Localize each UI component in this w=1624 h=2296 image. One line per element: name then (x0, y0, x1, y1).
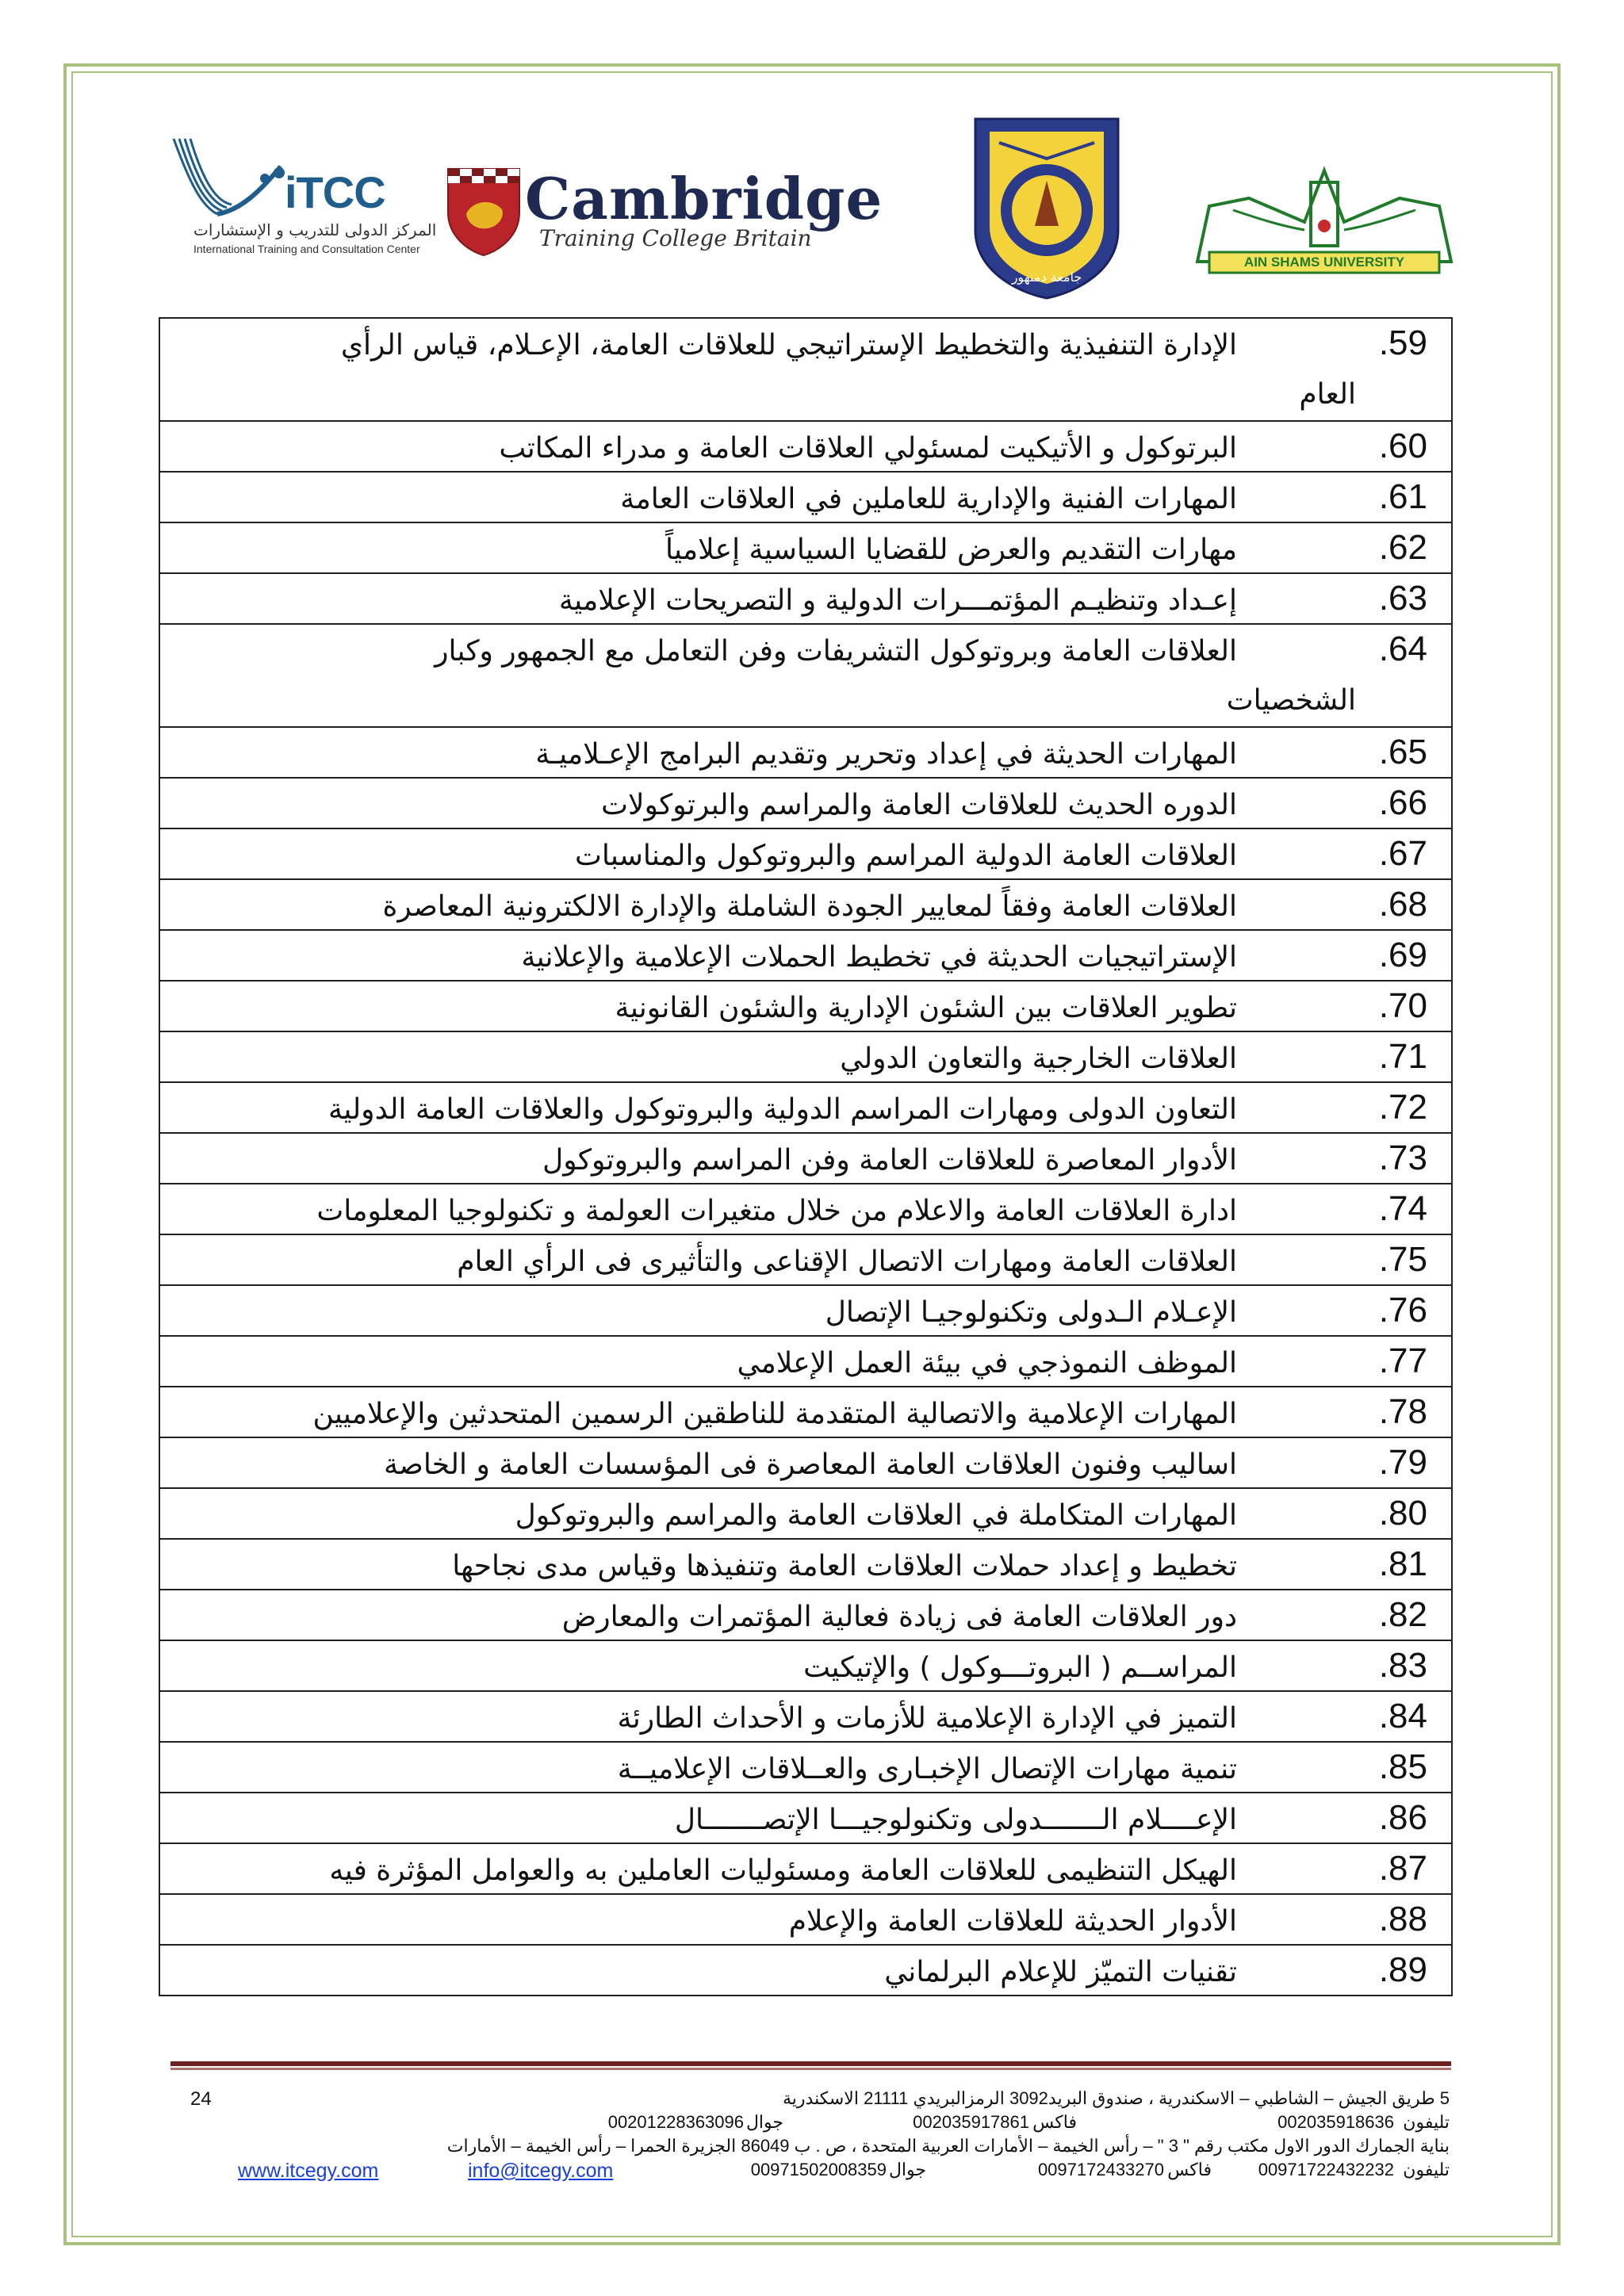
uae-mobile-label: جوال (888, 2160, 926, 2179)
item-number: .87 (1378, 1849, 1427, 1888)
table-cell (159, 981, 1452, 1031)
table-row (159, 522, 1452, 573)
table-row (159, 1640, 1452, 1691)
course-title: تنمية مهارات الإتصال الإخبـارى والعــلاقات الإعلاميــة (617, 1753, 1237, 1785)
item-number: .68 (1378, 885, 1427, 924)
table-row (159, 1742, 1452, 1793)
course-title: تقنيات التميّز للإعلام البرلماني (884, 1956, 1237, 1988)
course-title: التعاون الدولى ومهارات المراسم الدولية والبروتوكول والعلاقات العامة الدولية (328, 1093, 1237, 1126)
table-cell (159, 1234, 1452, 1285)
itcc-logo (170, 127, 437, 262)
table-row (159, 1437, 1452, 1488)
table-cell (159, 1793, 1452, 1843)
table-row (159, 624, 1452, 727)
cambridge-wordmark: Cambridge (525, 165, 883, 232)
item-number: .59 (1378, 323, 1427, 362)
item-number: .67 (1378, 834, 1427, 873)
footer-divider-light (170, 2068, 1451, 2070)
table-cell (159, 1894, 1452, 1945)
item-number: .79 (1378, 1443, 1427, 1482)
course-title: البرتوكول و الأتيكيت لمسئولي العلاقات العامة و مدراء المكاتب (499, 432, 1237, 465)
course-title: ادارة العلاقات العامة والاعلام من خلال متغيرات العولمة و تكنولوجيا المعلومات (316, 1195, 1237, 1227)
table-row (159, 472, 1452, 522)
uae-phone-label: تليفون (1403, 2160, 1450, 2179)
course-title: المهارات المتكاملة في العلاقات العامة والمراسم والبروتوكول (515, 1499, 1237, 1532)
cambridge-logo (444, 165, 883, 260)
table-cell (159, 421, 1452, 472)
table-row (159, 879, 1452, 930)
table-cell (159, 1031, 1452, 1082)
egypt-fax: 002035917861 (913, 2112, 1029, 2132)
course-title: إعـداد وتنظيـم المؤتمـــرات الدولية و التصريحات الإعلامية (558, 584, 1237, 617)
website-link[interactable]: www.itcegy.com (238, 2160, 379, 2182)
table-cell (159, 1437, 1452, 1488)
course-title: العلاقات العامة الدولية المراسم والبروتوكول والمناسبات (574, 840, 1237, 872)
item-number: .64 (1378, 629, 1427, 668)
table-row (159, 828, 1452, 879)
uae-phone: 00971722432232 (1258, 2160, 1394, 2179)
table-cell (159, 727, 1452, 778)
item-number: .60 (1378, 427, 1427, 465)
course-title: الأدوار المعاصرة للعلاقات العامة وفن المراسم والبروتوكول (542, 1144, 1237, 1177)
item-number: .86 (1378, 1798, 1427, 1837)
table-row (159, 1234, 1452, 1285)
item-number: .77 (1378, 1341, 1427, 1380)
table-cell (159, 522, 1452, 573)
page-number: 24 (190, 2088, 212, 2110)
course-title-continuation: العام (1299, 378, 1356, 411)
item-number: .73 (1378, 1138, 1427, 1177)
itcc-swoosh-icon (170, 135, 289, 230)
course-title: الإدارة التنفيذية والتخطيط الإستراتيجي للعلاقات العامة، الإعـلام، قياس الرأي (340, 329, 1237, 362)
item-number: .80 (1378, 1494, 1427, 1533)
table-row (159, 1285, 1452, 1336)
table-row (159, 981, 1452, 1031)
table-row (159, 1945, 1452, 1996)
table-cell (159, 1387, 1452, 1437)
item-number: .66 (1378, 783, 1427, 822)
course-title-continuation: الشخصيات (1226, 684, 1356, 717)
item-number: .72 (1378, 1088, 1427, 1127)
course-title: التميز في الإدارة الإعلامية للأزمات و الأحداث الطارئة (617, 1702, 1237, 1735)
uae-fax: 0097172433270 (1037, 2160, 1164, 2179)
table-row (159, 1843, 1452, 1894)
item-number: .82 (1378, 1595, 1427, 1634)
table-cell (159, 1843, 1452, 1894)
table-cell (159, 1691, 1452, 1742)
table-cell (159, 1640, 1452, 1691)
item-number: .62 (1378, 528, 1427, 567)
item-number: .71 (1378, 1037, 1427, 1076)
damanhour-university-logo (967, 111, 1126, 301)
itcc-english-name: International Training and Consultation Center (193, 243, 420, 255)
item-number: .85 (1378, 1747, 1427, 1786)
table-cell (159, 573, 1452, 624)
table-row (159, 1133, 1452, 1184)
table-row (159, 1488, 1452, 1539)
table-row (159, 1793, 1452, 1843)
course-title: العلاقات العامة وفقاً لمعايير الجودة الشاملة والإدارة الالكترونية المعاصرة (382, 890, 1237, 923)
course-title: العلاقات العامة ومهارات الاتصال الإقناعى والتأثيرى فى الرأي العام (457, 1246, 1237, 1278)
table-cell (159, 1488, 1452, 1539)
course-title: الموظف النموذجي في بيئة العمل الإعلامي (737, 1347, 1237, 1380)
table-cell (159, 1082, 1452, 1133)
table-cell (159, 1336, 1452, 1387)
damanhour-arabic-text: جامعة دمنهور (1011, 270, 1082, 285)
course-title: اساليب وفنون العلاقات العامة المعاصرة فى المؤسسات العامة و الخاصة (383, 1448, 1237, 1481)
table-row (159, 421, 1452, 472)
course-title: العلاقات الخارجية والتعاون الدولي (840, 1043, 1237, 1075)
egypt-phone-label: تليفون (1403, 2112, 1450, 2132)
table-row (159, 1336, 1452, 1387)
ain-shams-name: AIN SHAMS UNIVERSITY (1243, 254, 1405, 270)
table-cell (159, 930, 1452, 981)
egypt-fax-label: فاكس (1032, 2112, 1077, 2132)
course-title: الهيكل التنظيمى للعلاقات العامة ومسئوليات العاملين به والعوامل المؤثرة فيه (329, 1854, 1237, 1887)
uae-address: بناية الجمارك الدور الاول مكتب رقم " 3 " – رأس الخيمة – الأمارات العربية المتحدة ، ص . ب 86049 الجزيرة الحمرا – رأس الخيمة – الأمارات (446, 2136, 1450, 2156)
uae-mobile: 00971502008359 (750, 2160, 887, 2179)
item-number: .70 (1378, 986, 1427, 1025)
item-number: .83 (1378, 1646, 1427, 1685)
cambridge-subtitle: Training College Britain (539, 225, 812, 251)
course-title: الإعـلام الـدولى وتكنولوجيـا الإتصال (825, 1296, 1237, 1329)
table-row (159, 1590, 1452, 1640)
table-row (159, 1387, 1452, 1437)
course-title: الأدوار الحديثة للعلاقات العامة والإعلام (788, 1905, 1237, 1938)
course-title: المهارات الفنية والإدارية للعاملين في العلاقات العامة (620, 483, 1237, 515)
itcc-arabic-name: المركز الدولى للتدريب و الإستشارات (193, 220, 437, 239)
course-title: الدوره الحديث للعلاقات العامة والمراسم والبرتوكولات (601, 789, 1237, 821)
item-number: .69 (1378, 936, 1427, 974)
itcc-wordmark: iTCC (285, 167, 385, 217)
egypt-phone: 002035918636 (1277, 2112, 1394, 2132)
item-number: .65 (1378, 733, 1427, 771)
table-cell (159, 1590, 1452, 1640)
course-title: العلاقات العامة وبروتوكول التشريفات وفن التعامل مع الجمهور وكبار (435, 635, 1237, 668)
table-cell (159, 472, 1452, 522)
table-cell (159, 1742, 1452, 1793)
egypt-address: 5 طريق الجيش – الشاطبي – الاسكندرية ، صندوق البريد3092 الرمزالبريدي 21111 الاسكندرية (782, 2088, 1450, 2108)
egypt-mobile: 00201228363096 (607, 2112, 744, 2132)
table-row (159, 318, 1452, 421)
course-title: المهارات الإعلامية والاتصالية المتقدمة للناطقين الرسمين المتحدثين والإعلاميين (312, 1398, 1237, 1430)
table-cell (159, 1945, 1452, 1996)
table-cell (159, 1133, 1452, 1184)
course-title: الإعــــلام الـــــــدولى وتكنولوجيـــا الإتصـــــــال (674, 1804, 1237, 1836)
course-title: المراســم ( البروتـــوكول ) والإتيكيت (803, 1651, 1237, 1684)
course-list-table (159, 317, 1453, 1996)
course-title: تخطيط و إعداد حملات العلاقات العامة وتنفيذها وقياس مدى نجاحها (452, 1550, 1237, 1582)
course-title: تطوير العلاقات بين الشئون الإدارية والشئون القانونية (615, 992, 1237, 1024)
table-row (159, 573, 1452, 624)
table-row (159, 1894, 1452, 1945)
course-title: المهارات الحديثة في إعداد وتحرير وتقديم البرامج الإعـلاميـة (535, 738, 1237, 771)
table-cell (159, 318, 1452, 421)
item-number: .63 (1378, 579, 1427, 618)
table-cell (159, 1184, 1452, 1234)
item-number: .75 (1378, 1240, 1427, 1279)
table-row (159, 1082, 1452, 1133)
table-cell (159, 624, 1452, 727)
table-row (159, 1539, 1452, 1590)
ain-shams-logo (1185, 151, 1463, 277)
item-number: .88 (1378, 1900, 1427, 1938)
table-cell (159, 828, 1452, 879)
item-number: .81 (1378, 1544, 1427, 1583)
course-title: مهارات التقديم والعرض للقضايا السياسية إعلامياً (665, 534, 1237, 566)
table-row (159, 1691, 1452, 1742)
item-number: .89 (1378, 1950, 1427, 1989)
item-number: .84 (1378, 1697, 1427, 1735)
table-cell (159, 1285, 1452, 1336)
email-link[interactable]: info@itcegy.com (468, 2160, 614, 2182)
course-title: الإستراتيجيات الحديثة في تخطيط الحملات الإعلامية والإعلانية (521, 941, 1237, 974)
table-cell (159, 778, 1452, 828)
table-row (159, 778, 1452, 828)
table-cell (159, 879, 1452, 930)
course-title: دور العلاقات العامة فى زيادة فعالية المؤتمرات والمعارض (561, 1601, 1237, 1633)
uae-fax-label: فاكس (1167, 2160, 1212, 2179)
table-row (159, 930, 1452, 981)
table-row (159, 1184, 1452, 1234)
egypt-mobile-label: جوال (745, 2112, 783, 2132)
item-number: .74 (1378, 1189, 1427, 1228)
table-row (159, 727, 1452, 778)
cambridge-crest-icon (444, 165, 523, 257)
table-cell (159, 1539, 1452, 1590)
footer-divider (170, 2061, 1451, 2066)
item-number: .76 (1378, 1291, 1427, 1330)
item-number: .78 (1378, 1392, 1427, 1431)
item-number: .61 (1378, 477, 1427, 516)
table-row (159, 1031, 1452, 1082)
